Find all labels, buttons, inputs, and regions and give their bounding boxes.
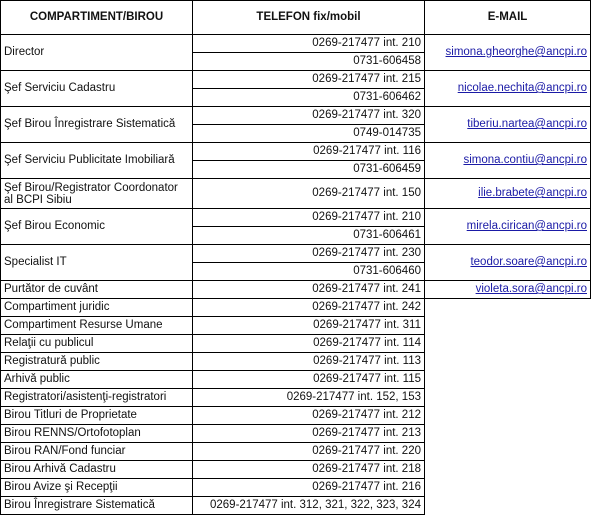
department-cell: Şef Birou/Registrator Coordonator al BCPI Sibiu: [1, 179, 193, 209]
empty-cell: [425, 443, 591, 461]
department-cell: Birou RENNS/Ortofotoplan: [1, 425, 193, 443]
phone-cell: 0269-217477 int. 218: [193, 461, 425, 479]
table-row: [1, 407, 591, 425]
phone-cell: 0269-217477 int. 210: [193, 35, 425, 53]
table-row: [1, 389, 591, 407]
email-link[interactable]: tiberiu.nartea@ancpi.ro: [467, 118, 587, 130]
email-link[interactable]: simona.gheorghe@ancpi.ro: [445, 46, 587, 58]
empty-cell: [425, 407, 591, 425]
header-department: COMPARTIMENT/BIROU: [1, 1, 193, 35]
table-row: [1, 245, 591, 263]
phone-cell: 0731-606462: [193, 89, 425, 107]
empty-cell: [425, 353, 591, 371]
table-row: [1, 71, 591, 89]
department-cell: Şef Birou Înregistrare Sistematică: [1, 107, 193, 143]
department-cell: Şef Serviciu Publicitate Imobiliară: [1, 143, 193, 179]
empty-cell: [425, 389, 591, 407]
phone-cell: 0269-217477 int. 220: [193, 443, 425, 461]
department-cell: Birou Titluri de Proprietate: [1, 407, 193, 425]
empty-cell: [425, 335, 591, 353]
department-cell: Purtător de cuvânt: [1, 281, 193, 299]
email-cell: [425, 209, 591, 245]
department-cell: Relaţii cu publicul: [1, 335, 193, 353]
empty-cell: [425, 371, 591, 389]
empty-cell: [425, 299, 591, 317]
phone-cell: 0269-217477 int. 116: [193, 143, 425, 161]
empty-cell: [425, 461, 591, 479]
phone-cell: 0269-217477 int. 113: [193, 353, 425, 371]
table-row: [1, 299, 591, 317]
email-link[interactable]: teodor.soare@ancpi.ro: [470, 256, 587, 268]
department-cell: Birou Avize şi Recepţii: [1, 479, 193, 497]
phone-cell: 0269-217477 int. 230: [193, 245, 425, 263]
table-row: [1, 317, 591, 335]
department-cell: Compartiment juridic: [1, 299, 193, 317]
table-row: [1, 353, 591, 371]
phone-cell: 0731-606459: [193, 161, 425, 179]
department-cell: Birou Înregistrare Sistematică: [1, 497, 193, 515]
department-cell: Birou RAN/Fond funciar: [1, 443, 193, 461]
department-cell: Compartiment Resurse Umane: [1, 317, 193, 335]
table-row: [1, 425, 591, 443]
phone-cell: 0269-217477 int. 312, 321, 322, 323, 324: [193, 497, 425, 515]
empty-cell: [425, 497, 591, 515]
table-row: [1, 281, 591, 299]
empty-cell: [425, 425, 591, 443]
table-row: [1, 479, 591, 497]
phone-cell: 0731-606458: [193, 53, 425, 71]
phone-cell: 0749-014735: [193, 125, 425, 143]
phone-cell: 0269-217477 int. 320: [193, 107, 425, 125]
phone-cell: 0269-217477 int. 216: [193, 479, 425, 497]
email-cell: [425, 71, 591, 107]
phone-cell: 0269-217477 int. 150: [193, 179, 425, 209]
phone-cell: 0269-217477 int. 241: [193, 281, 425, 299]
phone-cell: 0731-606460: [193, 263, 425, 281]
phone-cell: 0269-217477 int. 152, 153: [193, 389, 425, 407]
empty-cell: [425, 479, 591, 497]
table-row: [1, 461, 591, 479]
phone-cell: 0269-217477 int. 215: [193, 71, 425, 89]
email-cell: [425, 281, 591, 299]
phone-cell: 0269-217477 int. 311: [193, 317, 425, 335]
department-cell: Specialist IT: [1, 245, 193, 281]
phone-cell: 0731-606461: [193, 227, 425, 245]
header-row: [1, 1, 591, 35]
table-row: [1, 107, 591, 125]
table-row: [1, 497, 591, 515]
email-cell: [425, 179, 591, 209]
email-link[interactable]: nicolae.nechita@ancpi.ro: [457, 82, 587, 94]
email-link[interactable]: violeta.sora@ancpi.ro: [475, 283, 587, 295]
phone-cell: 0269-217477 int. 242: [193, 299, 425, 317]
phone-cell: 0269-217477 int. 114: [193, 335, 425, 353]
table-row: [1, 143, 591, 161]
email-link[interactable]: mirela.cirican@ancpi.ro: [466, 220, 587, 232]
header-email: E-MAIL: [425, 1, 591, 35]
department-cell: Şef Serviciu Cadastru: [1, 71, 193, 107]
email-cell: [425, 245, 591, 281]
email-link[interactable]: ilie.brabete@ancpi.ro: [478, 187, 587, 199]
email-cell: [425, 35, 591, 71]
phone-cell: 0269-217477 int. 115: [193, 371, 425, 389]
department-cell: Birou Arhivă Cadastru: [1, 461, 193, 479]
table-row: [1, 209, 591, 227]
phone-cell: 0269-217477 int. 212: [193, 407, 425, 425]
email-link[interactable]: simona.contiu@ancpi.ro: [463, 154, 587, 166]
department-cell: Director: [1, 35, 193, 71]
email-cell: [425, 107, 591, 143]
department-cell: Registratori/asistenţi-registratori: [1, 389, 193, 407]
table-row: [1, 35, 591, 53]
empty-cell: [425, 317, 591, 335]
department-cell: Registratură public: [1, 353, 193, 371]
phone-cell: 0269-217477 int. 213: [193, 425, 425, 443]
table-row: [1, 335, 591, 353]
table-row: [1, 371, 591, 389]
department-cell: Arhivă public: [1, 371, 193, 389]
phone-cell: 0269-217477 int. 210: [193, 209, 425, 227]
header-phone: TELEFON fix/mobil: [193, 1, 425, 35]
department-cell: Şef Birou Economic: [1, 209, 193, 245]
email-cell: [425, 143, 591, 179]
table-row: [1, 443, 591, 461]
table-row: [1, 179, 591, 209]
